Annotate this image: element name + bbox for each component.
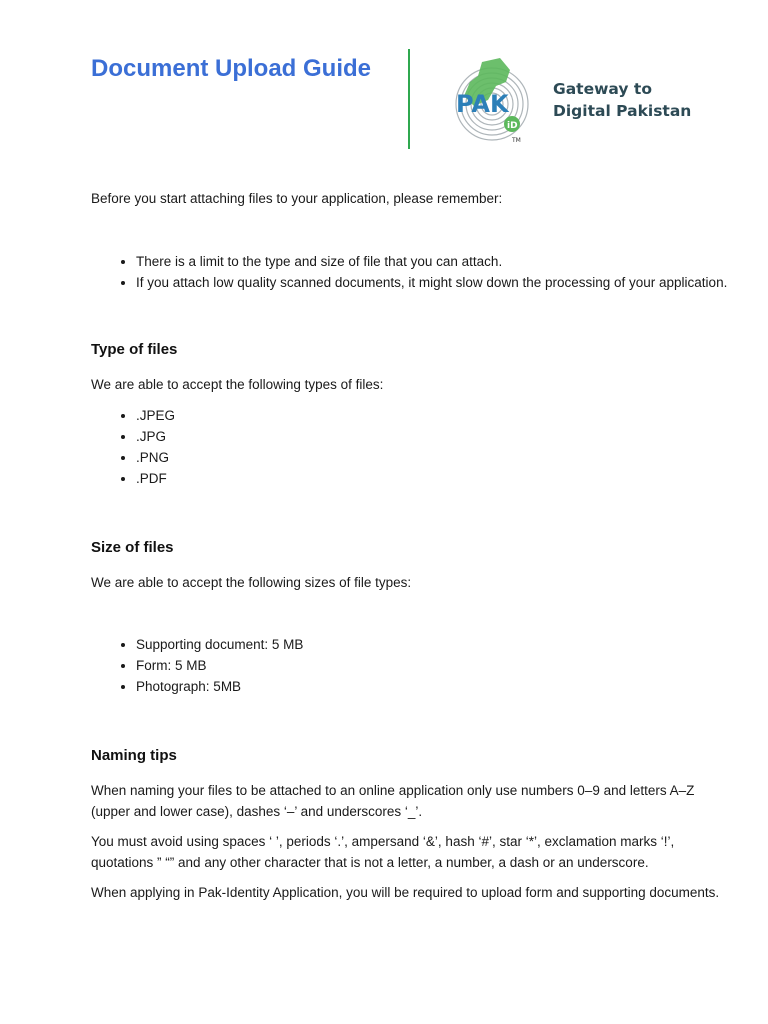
logo-mark-text: PAK — [456, 90, 509, 118]
naming-tip-paragraph: When applying in Pak-Identity Application, you will be required to upload form and supporting documents. — [91, 885, 720, 900]
list-item: • Form: 5 MB — [136, 655, 731, 676]
document-header — [0, 0, 768, 160]
section-heading-size: Size of files — [91, 539, 174, 556]
list-item: • There is a limit to the type and size of file that you can attach. — [136, 251, 731, 272]
file-types-list — [91, 405, 731, 489]
list-item: • .PDF — [136, 468, 731, 489]
list-item: • .JPEG — [136, 405, 731, 426]
section-heading-type: Type of files — [91, 341, 178, 358]
list-item: • Photograph: 5MB — [136, 676, 731, 697]
naming-tip-paragraph: You must avoid using spaces ‘ ’, periods ‘.’, ampersand ‘&’, hash ‘#’, star ‘*’, exclamation marks ‘!’, quotations ” “” and any other character that is not a letter, a number, a dash or an underscore. — [91, 834, 675, 870]
section-heading-naming: Naming tips — [91, 747, 177, 764]
list-item: • .PNG — [136, 447, 731, 468]
header-divider — [408, 49, 410, 149]
pak-id-logo-icon — [452, 56, 544, 148]
logo-tagline — [553, 78, 691, 122]
list-item: • .JPG — [136, 426, 731, 447]
list-item: • If you attach low quality scanned documents, it might slow down the processing of your application. — [136, 272, 731, 293]
sizes-intro-text: We are able to accept the following sizes of file types: — [91, 575, 412, 590]
naming-tip-paragraph: When naming your files to be attached to an online application only use numbers 0–9 and letters A–Z (upper and lower case), dashes ‘–’ and underscores ‘_’. — [91, 783, 695, 819]
document-title: Document Upload Guide — [91, 55, 372, 82]
logo-mark-sub: iD — [507, 121, 518, 131]
intro-text: Before you start attaching files to your application, please remember: — [91, 191, 503, 206]
file-sizes-list — [91, 634, 731, 697]
logo-tm: TM — [512, 137, 521, 144]
list-item: • Supporting document: 5 MB — [136, 634, 731, 655]
logo-tagline-line2: Digital Pakistan — [553, 102, 692, 120]
document-body — [91, 188, 731, 903]
intro-bullet-list — [91, 251, 731, 293]
logo-tagline-line1: Gateway to — [553, 80, 652, 98]
types-intro-text: We are able to accept the following types of files: — [91, 377, 384, 392]
